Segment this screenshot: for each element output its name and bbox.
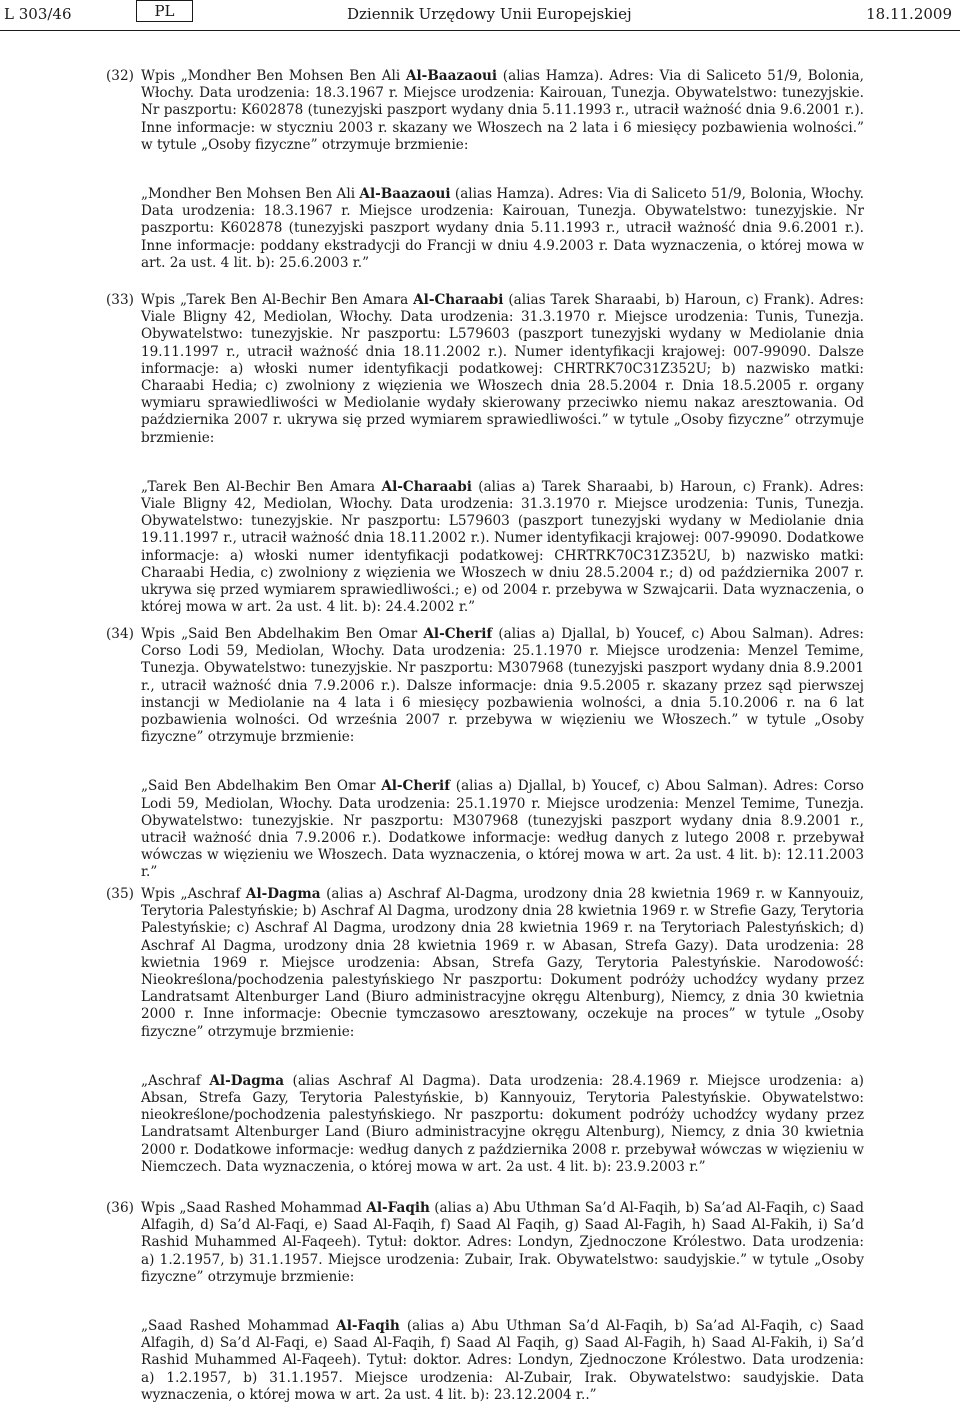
quote-text-part: „Mondher Ben Mohsen Ben Ali <box>141 186 360 203</box>
entry-replacement-text <box>141 186 864 272</box>
entry-33 <box>108 292 864 616</box>
entry-text <box>141 68 864 154</box>
quote-text-part: (alias Aschraf Al Dagma). Data urodzenia: 28.4.1969 r. Miejsce urodzenia: a) Absan, Strefa Gazy, Terytoria Palestyńskie, b) Kannyouiz, Terytoria Palestyńskie. Obywatelstwo: nieokreślone/pochodzenia palestyńskiego. Nr paszportu: dokument podróży uchodźcy wydany przez Landratsamt Altenburger Land (Biuro administracyjne okręgu Altenburg), Niemcy, z dnia 30 kwietnia 2000 r. Dodatkowe informacje: według danych z października 2008 r. przebywał wówczas w więzieniu w Niemczech. Data wyznaczenia, o której mowa w art. 2a ust. 4 lit. b): 23.9.2003 r.” <box>141 1072 864 1175</box>
quote-surname: Al-Faqih <box>336 1318 400 1335</box>
language-code-box: PL <box>136 0 193 22</box>
header-rule <box>0 30 960 31</box>
page-reference: L 303/46 <box>4 5 72 23</box>
entry-34 <box>108 626 864 882</box>
entry-text-part: (alias a) Aschraf Al-Dagma, urodzony dnia 28 kwietnia 1969 r. w Kannyouiz, Terytoria Palestyńskie; b) Aschraf Al Dagma, urodzony dnia 28 kwietnia 1969 r. w Strefie Gazy, Terytoria Palestyńskie; c) Aschraf Al Dagma, urodzony dnia 28 kwietnia 1969 r. na Terytoriach Palestyńskich; d) Aschraf Al Dagma, urodzony dnia 28 kwietnia 1969 r. w Abasan, Strefa Gazy). Data urodzenia: 28 kwietnia 1969 r. Miejsce urodzenia: Absan, Strefa Gazy, Terytoria Palestyńskie. Narodowość: Nieokreślona/pochodzenia palestyńskiego Nr paszportu: Dokument podróży uchodźcy wydany przez Landratsamt Altenburger Land (Biuro administracyjne okręgu Altenburg), Niemcy, z dnia 30 kwietnia 2000 r. Inne informacje: Obecnie tymczasowo aresztowany, oczekuje na proces” w tytule „Osoby fizyczne” otrzymuje brzmienie: <box>141 886 864 1040</box>
quote-surname: Al-Cherif <box>381 778 451 795</box>
entry-number: (34) <box>106 626 134 642</box>
entry-36 <box>108 1200 864 1404</box>
quote-text-part: (alias a) Djallal, b) Youcef, c) Abou Salman). Adres: Corso Lodi 59, Mediolan, Włochy. Data urodzenia: 25.1.1970 r. Miejsce urodzenia: Menzel Temime, Tunezja. Obywatelstwo: tunezyjskie. Nr paszportu: M307968 (tunezyjski paszport wydany dnia 8.9.2001 r., utracił ważność dnia 7.9.2006 r.). Dodatkowe informacje: według danych z lutego 2008 r. przebywał wówczas w więzieniu we Włoszech. Data wyznaczenia, o której mowa w art. 2a ust. 4 lit. b): 12.11.2003 r.” <box>141 778 864 881</box>
entry-surname: Al-Charaabi <box>413 292 504 308</box>
entry-text-part: (alias a) Abu Uthman Sa’d Al-Faqih, b) Sa’ad Al-Faqih, c) Saad Alfagih, d) Sa’d Al-Faqi, e) Saad Al-Faqih, f) Saad Al Faqih, g) Saad Al-Fagih, h) Saad Al-Fakih, i) Sa’d Rashid Muhammed Al-Faqeeh). Tytuł: doktor. Adres: Londyn, Zjednoczone Królestwo. Data urodzenia: a) 1.2.1957, b) 31.1.1957. Miejsce urodzenia: Zubair, Irak. Obywatelstwo: saudyjskie.” w tytule „Osoby fizyczne” otrzymuje brzmienie: <box>141 1200 864 1285</box>
entry-text <box>141 1200 864 1286</box>
entry-number: (33) <box>106 292 134 308</box>
page-header <box>0 0 960 36</box>
quote-text-part: „Tarek Ben Al-Bechir Ben Amara <box>141 478 382 495</box>
entry-text <box>141 292 864 447</box>
entry-text-part: Wpis „Said Ben Abdelhakim Ben Omar <box>141 626 424 642</box>
entry-surname: Al-Cherif <box>423 626 493 642</box>
entry-replacement-text <box>141 479 864 617</box>
entry-text-part: Wpis „Tarek Ben Al-Bechir Ben Amara <box>141 292 414 308</box>
entry-text-part: Wpis „Saad Rashed Mohammad <box>141 1200 367 1216</box>
quote-surname: Al-Dagma <box>209 1072 285 1089</box>
entry-32 <box>108 68 864 272</box>
quote-surname: Al-Baazaoui <box>359 186 451 203</box>
entry-text-part: (alias a) Djallal, b) Youcef, c) Abou Salman). Adres: Corso Lodi 59, Mediolan, Włochy. Data urodzenia: 25.1.1970 r. Miejsce urodzenia: Menzel Temime, Tunezja. Obywatelstwo: tunezyjskie. Nr paszportu: M307968 (tunezyjski paszport wydany dnia 8.9.2001 r., utracił ważność dnia 7.9.2006 r.). Dalsze informacje: dnia 9.5.2005 r. skazany przez sąd pierwszej instancji w Mediolanie na 4 lata i 6 miesięcy pozbawienia wolności, a dnia 5.10.2006 r. na 6 lat pozbawienia wolności. Od września 2007 r. przebywa w więzieniu we Włoszech.” w tytule „Osoby fizyczne” otrzymuje brzmienie: <box>141 626 864 746</box>
entry-35 <box>108 886 864 1176</box>
entry-replacement-text <box>141 778 864 881</box>
quote-text-part: „Saad Rashed Mohammad <box>141 1318 337 1335</box>
quote-text-part: „Aschraf <box>141 1072 210 1089</box>
entry-replacement-text <box>141 1318 864 1404</box>
quote-text-part: (alias a) Abu Uthman Sa’d Al-Faqih, b) Sa’ad Al-Faqih, c) Saad Alfagih, d) Sa’d Al-Faqi, e) Saad Al-Faqih, f) Saad Al Faqih, g) Saad Al-Fagih, h) Saad Al-Fakih, i) Sa’d Rashid Muhammed Al-Faqeeh). Tytuł: doktor. Adres: Londyn, Zjednoczone Królestwo. Data urodzenia: a) 1.2.1957, b) 31.1.1957. Miejsce urodzenia: Al-Zubair, Irak. Obywatelstwo: saudyjskie. Data wyznaczenia, o której mowa w art. 2a ust. 4 lit. b): 23.12.2004 r..” <box>141 1318 864 1403</box>
quote-text-part: (alias a) Tarek Sharaabi, b) Haroun, c) Frank). Adres: Viale Bligny 42, Mediolan, Włochy. Data urodzenia: 31.3.1970 r. Miejsce urodzenia: Tunis, Tunezja. Obywatelstwo: tunezyjskie. Nr paszportu: L579603 (paszport tunezyjski wydany w Mediolanie dnia 19.11.1997 r., utracił ważność dnia 18.11.2002 r.). Numer identyfikacji krajowej: 007-99090. Dodatkowe informacje: a) włoski numer identyfikacji podatkowej: CHRTRK70C31Z352U, b) nazwisko matki: Charaabi Hedia, c) zwolniony z więzienia we Włoszech w dniu 28.5.2004 r.; d) od października 2007 r. ukrywa się przed wymiarem sprawiedliwości.; e) od 2004 r. przebywa w Szwajcarii. Data wyznaczenia, o której mowa w art. 2a ust. 4 lit. b): 24.4.2002 r.” <box>141 478 865 616</box>
publication-date: 18.11.2009 <box>866 5 952 23</box>
entry-text-part: Wpis „Mondher Ben Mohsen Ben Ali <box>141 68 406 84</box>
entry-text-part: (alias Tarek Sharaabi, b) Haroun, c) Frank). Adres: Viale Bligny 42, Mediolan, Włochy. Data urodzenia: 31.3.1970 r. Miejsce urodzenia: Tunis, Tunezja. Obywatelstwo: tunezyjskie. Nr paszportu: L579603 (paszport tunezyjski wydany w Mediolanie dnia 19.11.1997 r., utracił ważność dnia 18.11.2002 r.). Numer identyfikacji krajowej: 007-99090. Dalsze informacje: a) włoski numer identyfikacji podatkowej: CHRTRK70C31Z352U; b) nazwisko matki: Charaabi Hedia; c) zwolniony z więzienia we Włoszech dnia 28.5.2004 r. Dnia 18.5.2005 r. organy wymiaru sprawiedliwości w Mediolanie wydały skierowany przeciwko niemu nakaz aresztowania. Od października 2007 r. ukrywa się przed wymiarem sprawiedliwości.” w tytule „Osoby fizyczne” otrzymuje brzmienie: <box>141 292 864 446</box>
entry-replacement-text <box>141 1073 864 1176</box>
entry-number: (32) <box>106 68 134 84</box>
entry-surname: Al-Baazaoui <box>405 68 498 84</box>
entry-text-part: (alias Hamza). Adres: Via di Saliceto 51/9, Bolonia, Włochy. Data urodzenia: 18.3.1967 r. Miejsce urodzenia: Kairouan, Tunezja. Obywatelstwo: tunezyjskie. Nr paszportu: K602878 (tunezyjski paszport wydany dnia 5.11.1993 r., utracił ważność dnia 9.6.2001 r.). Inne informacje: w styczniu 2003 r. skazany we Włoszech na 2 lata i 6 miesięcy pozbawienia wolności.” w tytule „Osoby fizyczne” otrzymuje brzmienie: <box>141 68 864 153</box>
entry-number: (36) <box>106 1200 134 1216</box>
journal-title: Dziennik Urzędowy Unii Europejskiej <box>347 5 632 23</box>
quote-surname: Al-Charaabi <box>381 478 472 495</box>
entry-text-part: Wpis „Aschraf <box>141 886 246 902</box>
entry-number: (35) <box>106 886 134 902</box>
entry-surname: Al-Faqih <box>366 1200 430 1216</box>
quote-text-part: „Said Ben Abdelhakim Ben Omar <box>141 778 382 795</box>
quote-text-part: (alias Hamza). Adres: Via di Saliceto 51/9, Bolonia, Włochy. Data urodzenia: 18.3.1967 r. Miejsce urodzenia: Kairouan, Tunezja. Obywatelstwo: tunezyjskie. Nr paszportu: K602878 (tunezyjski paszport wydany dnia 5.11.1993 r., utracił ważność dnia 9.6.2001 r.). Inne informacje: poddany ekstradycji do Francji w dniu 4.9.2003 r. Data wyznaczenia, o której mowa w art. 2a ust. 4 lit. b): 25.6.2003 r.” <box>141 186 864 271</box>
entry-text <box>141 626 864 746</box>
entry-surname: Al-Dagma <box>245 886 321 902</box>
entry-text <box>141 886 864 1041</box>
